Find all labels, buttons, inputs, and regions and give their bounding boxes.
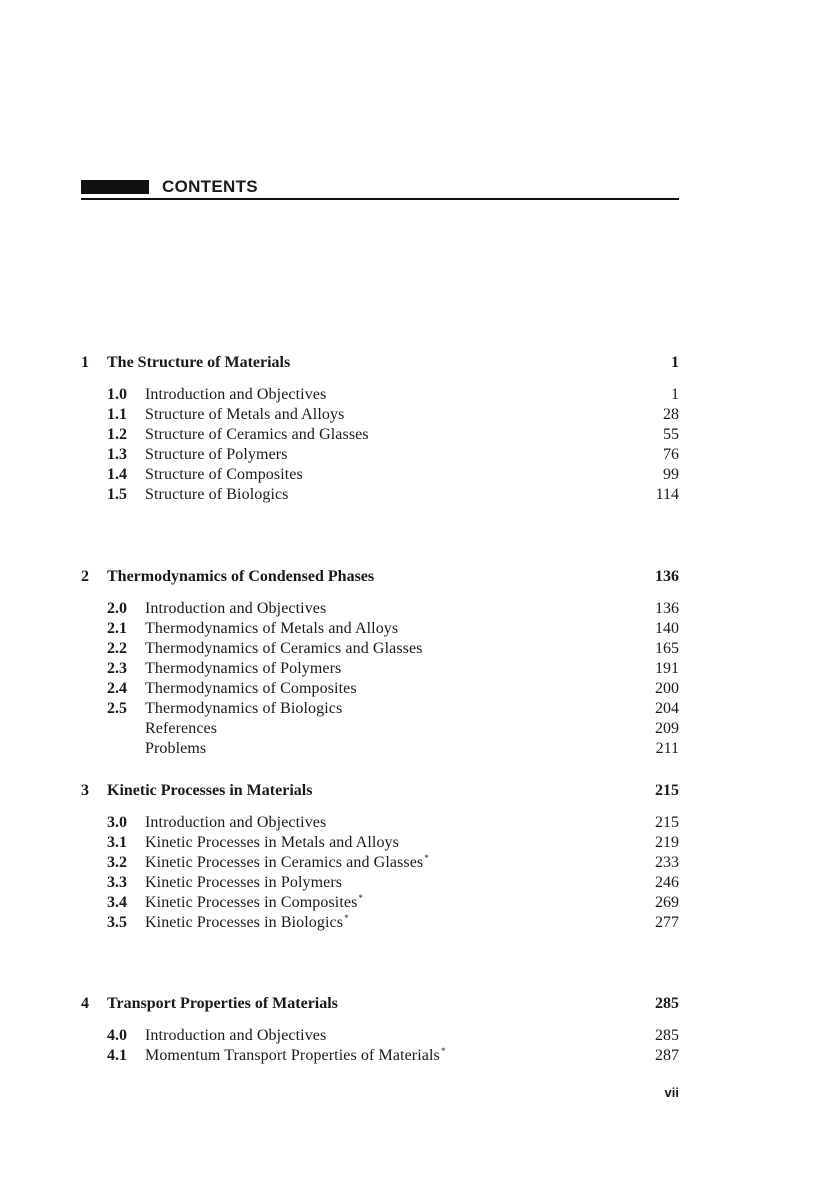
chapter-title: Kinetic Processes in Materials: [107, 782, 313, 799]
section-page: 246: [655, 874, 679, 891]
toc-entry[interactable]: [81, 913, 679, 933]
section-number: 3.2: [107, 854, 127, 871]
section-title: Structure of Ceramics and Glasses: [145, 426, 369, 443]
toc-entry[interactable]: [81, 619, 679, 639]
section-title-wrap: [145, 699, 342, 719]
section-title-wrap: [145, 719, 217, 739]
section-title-wrap: [145, 833, 399, 853]
section-title: Structure of Composites: [145, 466, 303, 483]
section-number: 3.0: [107, 814, 127, 831]
section-title-wrap: [145, 465, 303, 485]
toc-entry[interactable]: [81, 679, 679, 699]
section-title: Thermodynamics of Polymers: [145, 660, 342, 677]
section-page: 1: [671, 386, 679, 403]
toc-entry[interactable]: [81, 719, 679, 739]
section-number: 3.5: [107, 914, 127, 931]
section-number: 2.1: [107, 620, 127, 637]
section-title: References: [145, 720, 218, 737]
section-title-wrap: [145, 893, 363, 913]
section-page: 269: [655, 894, 679, 911]
chapter-title: Thermodynamics of Condensed Phases: [107, 568, 375, 585]
chapter-page: 1: [671, 354, 679, 371]
chapter-heading[interactable]: [81, 351, 679, 375]
section-title-wrap: [145, 619, 398, 639]
section-title-wrap: [145, 405, 344, 425]
section-list: [81, 599, 679, 759]
section-number: 1.5: [107, 486, 127, 503]
section-page: 215: [655, 814, 679, 831]
toc-entry[interactable]: [81, 833, 679, 853]
section-page: 209: [655, 720, 679, 737]
section-page: 165: [655, 640, 679, 657]
toc-entry[interactable]: [81, 485, 679, 505]
section-title-wrap: [145, 659, 341, 679]
toc-entry[interactable]: [81, 405, 679, 425]
section-number: 3.1: [107, 834, 127, 851]
section-title: Introduction and Objectives: [145, 1027, 327, 1044]
chapter-1: [81, 351, 679, 505]
chapter-number: 4: [81, 995, 89, 1012]
section-number: 2.0: [107, 600, 127, 617]
toc-entry[interactable]: [81, 1046, 679, 1066]
section-number: 1.3: [107, 446, 127, 463]
section-page: 204: [655, 700, 679, 717]
section-page: 28: [663, 406, 679, 423]
section-number: 4.1: [107, 1047, 127, 1064]
section-title: Introduction and Objectives: [145, 814, 327, 831]
section-number: 1.1: [107, 406, 127, 423]
section-number: 4.0: [107, 1027, 127, 1044]
section-title-wrap: [145, 1026, 326, 1046]
section-page: 211: [655, 740, 679, 757]
section-title: Momentum Transport Properties of Materials: [145, 1047, 440, 1064]
section-page: 55: [663, 426, 679, 443]
section-page: 140: [655, 620, 679, 637]
page-title: CONTENTS: [162, 177, 258, 196]
toc-entry[interactable]: [81, 639, 679, 659]
chapter-page: 285: [655, 995, 679, 1012]
section-title-wrap: [145, 813, 326, 833]
header-bar: [81, 180, 149, 194]
asterisk-mark: *: [424, 853, 429, 863]
section-title-wrap: [145, 853, 429, 873]
section-page: 219: [655, 834, 679, 851]
section-title-wrap: [145, 445, 288, 465]
toc-entry[interactable]: [81, 1026, 679, 1046]
section-title: Kinetic Processes in Polymers: [145, 874, 343, 891]
toc-entry[interactable]: [81, 699, 679, 719]
toc-entry[interactable]: [81, 425, 679, 445]
section-number: 3.3: [107, 874, 127, 891]
section-title-wrap: [145, 599, 326, 619]
section-page: 99: [663, 466, 679, 483]
chapter-title: The Structure of Materials: [107, 354, 291, 371]
section-title: Structure of Polymers: [145, 446, 288, 463]
toc-entry[interactable]: [81, 739, 679, 759]
section-title: Thermodynamics of Ceramics and Glasses: [145, 640, 423, 657]
section-page: 287: [655, 1047, 679, 1064]
chapter-page: 215: [655, 782, 679, 799]
section-page: 277: [655, 914, 679, 931]
section-page: 233: [655, 854, 679, 871]
page-number: vii: [664, 1085, 679, 1100]
section-page: 200: [655, 680, 679, 697]
section-number: 1.0: [107, 386, 127, 403]
toc-entry[interactable]: [81, 853, 679, 873]
toc-entry[interactable]: [81, 659, 679, 679]
chapter-page: 136: [655, 568, 679, 585]
section-number: 1.2: [107, 426, 127, 443]
section-title: Introduction and Objectives: [145, 386, 327, 403]
section-list: [81, 385, 679, 505]
header-rule: [81, 198, 679, 200]
chapter-3: [81, 779, 679, 933]
section-title-wrap: [145, 1046, 445, 1066]
section-title: Thermodynamics of Biologics: [145, 700, 343, 717]
section-title: Introduction and Objectives: [145, 600, 327, 617]
section-title: Thermodynamics of Metals and Alloys: [145, 620, 399, 637]
chapter-heading[interactable]: [81, 565, 679, 589]
chapter-title: Transport Properties of Materials: [107, 995, 338, 1012]
toc-entry[interactable]: [81, 873, 679, 893]
section-title-wrap: [145, 639, 423, 659]
toc-entry[interactable]: [81, 893, 679, 913]
asterisk-mark: *: [440, 1046, 446, 1056]
chapter-number: 3: [81, 782, 89, 799]
section-page: 191: [655, 660, 679, 677]
section-title-wrap: [145, 425, 369, 445]
toc-entry[interactable]: [81, 813, 679, 833]
section-page: 285: [655, 1027, 679, 1044]
section-page: 136: [655, 600, 679, 617]
section-number: 2.2: [107, 640, 127, 657]
section-title: Kinetic Processes in Biologics: [145, 914, 344, 931]
section-title-wrap: [145, 385, 326, 405]
toc-entry[interactable]: [81, 445, 679, 465]
section-list: [81, 813, 679, 933]
toc-entry[interactable]: [81, 385, 679, 405]
section-number: 2.3: [107, 660, 127, 677]
section-title-wrap: [145, 739, 206, 759]
chapter-4: [81, 992, 679, 1066]
section-number: 1.4: [107, 466, 127, 483]
section-title: Structure of Biologics: [145, 486, 289, 503]
section-title-wrap: [145, 913, 349, 933]
section-title: Problems: [145, 740, 207, 757]
chapter-2: [81, 565, 679, 759]
section-page: 76: [663, 446, 679, 463]
chapter-heading[interactable]: [81, 779, 679, 803]
section-title: Kinetic Processes in Metals and Alloys: [145, 834, 399, 851]
chapter-heading[interactable]: [81, 992, 679, 1016]
section-number: 3.4: [107, 894, 127, 911]
section-title: Structure of Metals and Alloys: [145, 406, 345, 423]
toc-entry[interactable]: [81, 599, 679, 619]
section-title: Kinetic Processes in Ceramics and Glasses: [145, 854, 424, 871]
asterisk-mark: *: [358, 893, 364, 903]
section-number: 2.4: [107, 680, 127, 697]
section-number: 2.5: [107, 700, 127, 717]
section-list: [81, 1026, 679, 1066]
chapter-number: 1: [81, 354, 89, 371]
section-title-wrap: [145, 485, 289, 505]
contents-header: [81, 177, 679, 201]
section-title-wrap: [145, 679, 357, 699]
chapter-number: 2: [81, 568, 89, 585]
toc-entry[interactable]: [81, 465, 679, 485]
section-page: 114: [655, 486, 679, 503]
asterisk-mark: *: [344, 913, 349, 923]
section-title: Kinetic Processes in Composites: [145, 894, 358, 911]
section-title: Thermodynamics of Composites: [145, 680, 357, 697]
section-title-wrap: [145, 873, 342, 893]
